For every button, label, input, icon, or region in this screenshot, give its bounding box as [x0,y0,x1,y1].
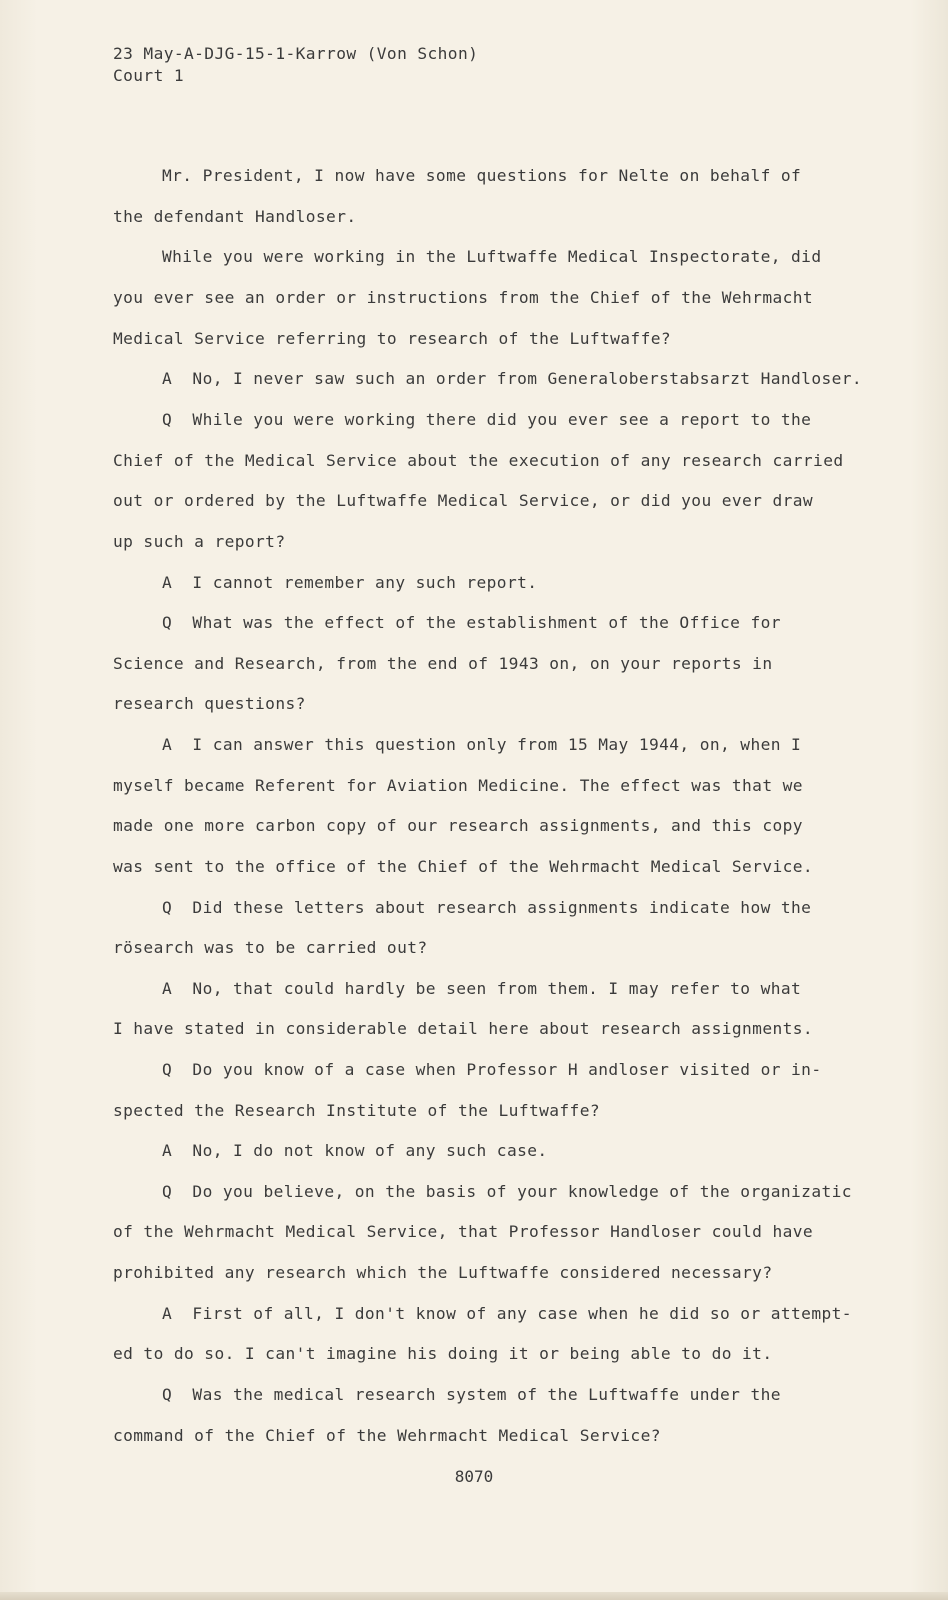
text-line: made one more carbon copy of our research assignments, and this copy [113,816,803,835]
text-line: A No, I never saw such an order from Generaloberstabsarzt Handloser. [162,369,863,388]
text-line: I have stated in considerable detail here about research assignments. [113,1019,814,1038]
text-line: spected the Research Institute of the Luftwaffe? [113,1101,600,1120]
text-line: myself became Referent for Aviation Medicine. The effect was that we [113,776,803,795]
text-line: A No, I do not know of any such case. [162,1141,548,1160]
text-line: Q Do you believe, on the basis of your knowledge of the organizatic [162,1182,852,1201]
text-line: of the Wehrmacht Medical Service, that Professor Handloser could have [113,1222,814,1241]
text-line: A I cannot remember any such report. [162,573,538,592]
text-line: rösearch was to be carried out? [113,938,428,957]
text-line: out or ordered by the Luftwaffe Medical Service, or did you ever draw [113,491,814,510]
text-line: Q Did these letters about research assignments indicate how the [162,898,812,917]
page-bottom-edge [0,1592,948,1600]
text-line: ed to do so. I can't imagine his doing it or being able to do it. [113,1344,773,1363]
text-line: was sent to the office of the Chief of the Wehrmacht Medical Service. [113,857,814,876]
text-line: Q What was the effect of the establishment of the Office for [162,613,781,632]
text-line: command of the Chief of the Wehrmacht Medical Service? [113,1426,661,1445]
text-line: A I can answer this question only from 15 May 1944, on, when I [162,735,802,754]
text-line: Q While you were working there did you ever see a report to the [162,410,812,429]
header-case-line: 23 May-A-DJG-15-1-Karrow (Von Schon) [113,44,479,63]
text-line: the defendant Handloser. [113,207,357,226]
text-line: up such a report? [113,532,286,551]
text-line: Mr. President, I now have some questions for Nelte on behalf of [162,166,802,185]
text-line: research questions? [113,694,306,713]
text-line: A First of all, I don't know of any case when he did so or attempt- [162,1304,852,1323]
header-court-line: Court 1 [113,66,185,85]
text-line: Q Do you know of a case when Professor H andloser visited or in- [162,1060,822,1079]
text-line: Q Was the medical research system of the Luftwaffe under the [162,1385,781,1404]
text-line: Chief of the Medical Service about the execution of any research carried [113,451,844,470]
text-line: While you were working in the Luftwaffe Medical Inspectorate, did [162,247,822,266]
text-line: Science and Research, from the end of 1943 on, on your reports in [113,654,773,673]
text-line: A No, that could hardly be seen from them. I may refer to what [162,979,802,998]
text-line: you ever see an order or instructions from the Chief of the Wehrmacht [113,288,814,307]
text-line: Medical Service referring to research of the Luftwaffe? [113,329,672,348]
page-number: 8070 [454,1467,494,1486]
text-line: prohibited any research which the Luftwaffe considered necessary? [113,1263,773,1282]
